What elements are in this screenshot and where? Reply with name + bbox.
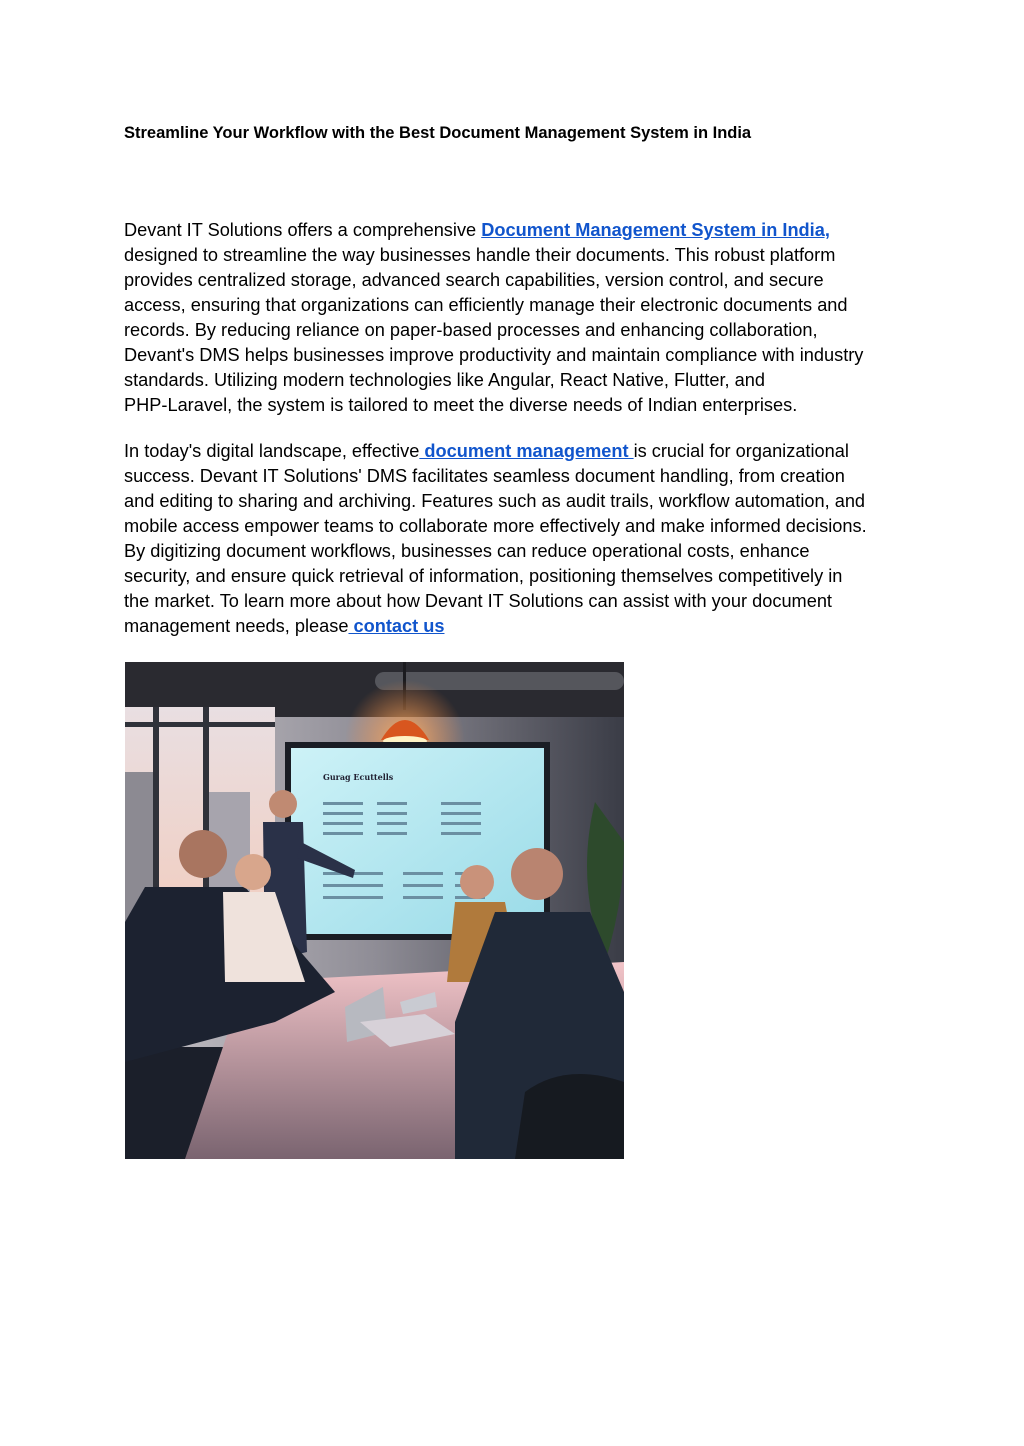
paragraph-line: security, and ensure quick retrieval of information, positioning themselves competitively in (124, 566, 843, 586)
document-title: Streamline Your Workflow with the Best Document Management System in India (124, 124, 752, 142)
text-run: management needs, please (124, 616, 349, 636)
paragraph-line: Devant's DMS helps businesses improve productivity and maintain compliance with industry (124, 345, 864, 365)
paragraph-line (124, 218, 904, 243)
paragraph-line: records. By reducing reliance on paper-based processes and enhancing collaboration, (124, 320, 818, 340)
paragraph-line: and editing to sharing and archiving. Features such as audit trails, workflow automation, and (124, 491, 866, 511)
paragraph-line: PHP-Laravel, the system is tailored to meet the diverse needs of Indian enterprises. (124, 395, 798, 415)
paragraph-line: standards. Utilizing modern technologies like Angular, React Native, Flutter, and (124, 370, 765, 390)
paragraph-line: the market. To learn more about how Devant IT Solutions can assist with your document (124, 591, 832, 611)
paragraph-line: access, ensuring that organizations can efficiently manage their electronic documents and (124, 295, 848, 315)
meeting-illustration (125, 662, 624, 1159)
screen-heading: Gurag Ecuttells (323, 772, 394, 782)
dms-india-link[interactable]: Document Management System in India, (481, 220, 830, 240)
paragraph-details (124, 439, 904, 639)
paragraph-line: By digitizing document workflows, businesses can reduce operational costs, enhance (124, 541, 810, 561)
paragraph-line: provides centralized storage, advanced search capabilities, version control, and secure (124, 270, 824, 290)
person-head (235, 854, 271, 890)
person-head (460, 865, 494, 899)
text-run: Devant IT Solutions offers a comprehensive (124, 220, 482, 240)
paragraph-line (124, 614, 904, 639)
paragraph-line: success. Devant IT Solutions' DMS facilitates seamless document handling, from creation (124, 466, 845, 486)
paragraph-line: designed to streamline the way businesses handle their documents. This robust platform (124, 245, 836, 265)
meeting-photo (125, 662, 624, 1159)
text-run: is crucial for organizational (633, 441, 849, 461)
window-frame (125, 722, 275, 727)
document-management-link[interactable]: document management (419, 441, 634, 461)
paragraph-intro (124, 218, 904, 418)
paragraph-line: mobile access empower teams to collaborate more effectively and make informed decisions. (124, 516, 867, 536)
person-head (269, 790, 297, 818)
contact-us-link[interactable]: contact us (348, 616, 445, 636)
person-head (511, 848, 563, 900)
text-run: In today's digital landscape, effective (124, 441, 420, 461)
paragraph-line (124, 439, 904, 464)
person-head (179, 830, 227, 878)
